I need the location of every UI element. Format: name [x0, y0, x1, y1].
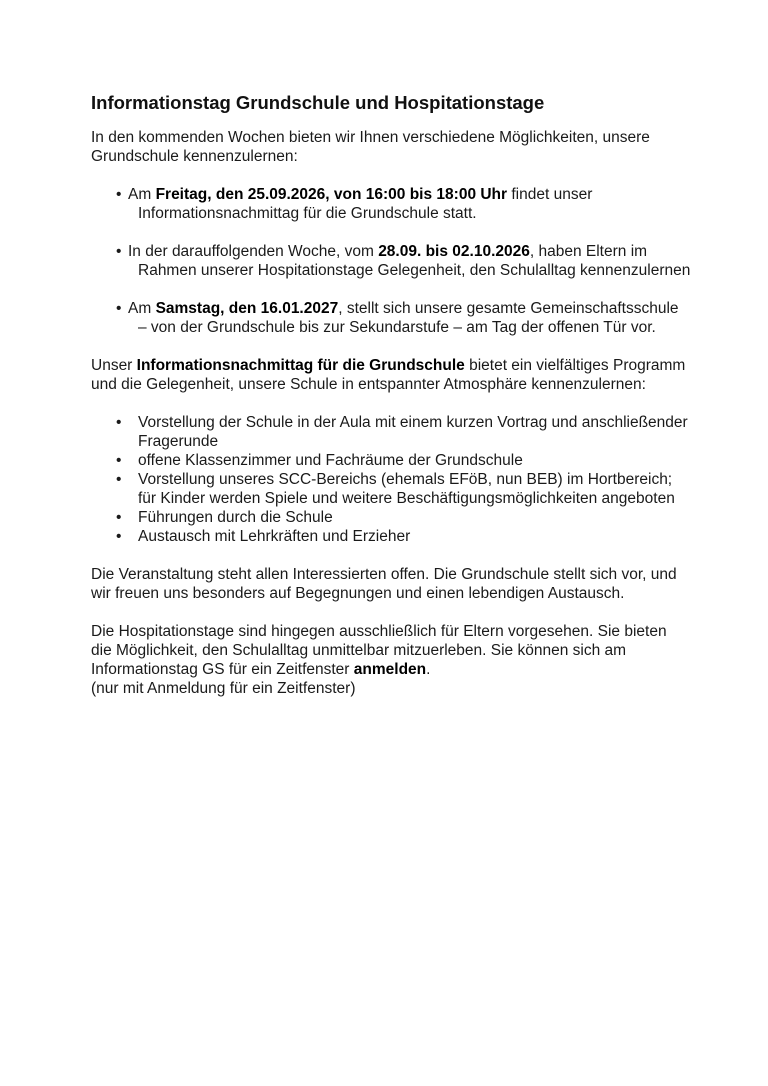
- program-item: • Austausch mit Lehrkräften und Erzieher: [116, 527, 691, 546]
- intro-paragraph: In den kommenden Wochen bieten wir Ihnen verschiedene Möglichkeiten, unsere Grundschule kennenzulernen:: [91, 129, 650, 165]
- date-item-highlight: Freitag, den 25.09.2026, von 16:00 bis 18:00 Uhr: [155, 186, 508, 203]
- date-item-highlight: Samstag, den 16.01.2027: [155, 300, 339, 317]
- registration-note: (nur mit Anmeldung für ein Zeitfenster): [91, 680, 356, 697]
- program-intro-paragraph: [91, 356, 691, 394]
- document-title: Informationstag Grundschule und Hospitationstage: [91, 92, 545, 113]
- date-item-pre: Am: [128, 186, 156, 203]
- date-item-highlight: 28.09. bis 02.10.2026: [378, 243, 530, 260]
- date-item-open-day: [116, 299, 691, 337]
- program-intro-pre: Unser: [91, 357, 137, 374]
- program-item: • Führungen durch die Schule: [116, 508, 691, 527]
- program-item: • offene Klassenzimmer und Fachräume der Grundschule: [116, 451, 691, 470]
- date-item-post: findet unser Informationsnachmittag für die Grundschule statt.: [138, 186, 593, 222]
- program-intro-highlight: Informationsnachmittag für die Grundschule: [136, 357, 465, 374]
- date-item-pre: In der darauffolgenden Woche, vom: [128, 243, 379, 260]
- date-item-post: , stellt sich unsere gesamte Gemeinschaftsschule – von der Grundschule bis zur Sekundarstufe – am Tag der offenen Tür vor.: [138, 300, 679, 336]
- program-item: • Vorstellung der Schule in der Aula mit einem kurzen Vortrag und anschließender Fragerunde: [116, 413, 691, 451]
- program-intro-post: bietet ein vielfältiges Programm und die Gelegenheit, unsere Schule in entspannter Atmosphäre kennenzulernen:: [91, 357, 686, 393]
- date-item-pre: Am: [128, 300, 156, 317]
- program-list: [91, 413, 691, 546]
- date-item-infotag: [116, 185, 691, 223]
- date-item-hospitation: [116, 242, 691, 280]
- hospitation-pre: Die Hospitationstage sind hingegen ausschließlich für Eltern vorgesehen. Sie bieten die Möglichkeit, den Schulalltag unmittelbar mitzuerleben. Sie können sich am Informationstag GS für ein Zeitfenster: [91, 623, 667, 678]
- register-highlight: anmelden: [353, 661, 427, 678]
- open-event-paragraph: Die Veranstaltung steht allen Interessierten offen. Die Grundschule stellt sich vor, und wir freuen uns besonders auf Begegnungen und einen lebendigen Austausch.: [91, 566, 677, 602]
- hospitation-post: .: [426, 661, 431, 678]
- document-body: [91, 92, 691, 698]
- dates-list: [91, 185, 691, 337]
- hospitation-paragraph: [91, 622, 691, 698]
- date-item-post: , haben Eltern im Rahmen unserer Hospitationstage Gelegenheit, den Schulalltag kennenzulernen: [138, 243, 691, 279]
- program-item: • Vorstellung unseres SCC-Bereichs (ehemals EFöB, nun BEB) im Hortbereich; für Kinder werden Spiele und weitere Beschäftigungsmöglichkeiten angeboten: [116, 470, 691, 508]
